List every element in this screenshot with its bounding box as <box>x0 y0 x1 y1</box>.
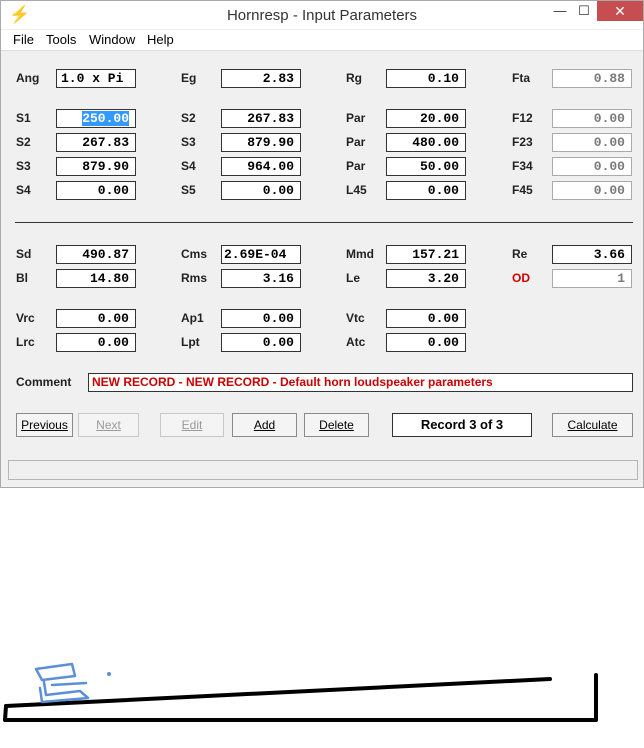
label-s2: S2 <box>181 111 196 125</box>
field-s4[interactable]: 964.00 <box>221 157 301 176</box>
label-re: Re <box>512 247 528 261</box>
label-par-3: Par <box>346 159 366 173</box>
field-s3-left[interactable]: 879.90 <box>56 157 136 176</box>
status-bar <box>8 460 638 480</box>
hand-drawn-sketch <box>0 488 644 748</box>
field-f12: 0.00 <box>552 109 632 128</box>
field-vrc[interactable]: 0.00 <box>56 309 136 328</box>
label-f34: F34 <box>512 159 533 173</box>
lightning-icon: ⚡ <box>9 5 31 24</box>
label-l45: L45 <box>346 183 367 197</box>
comment-field[interactable]: NEW RECORD - NEW RECORD - Default horn loudspeaker parameters <box>88 373 633 392</box>
field-mmd[interactable]: 157.21 <box>386 245 466 264</box>
section-divider <box>15 222 633 223</box>
field-vtc[interactable]: 0.00 <box>386 309 466 328</box>
field-cms[interactable]: 2.69E-04 <box>221 245 301 264</box>
field-s1-selected-text: 250.00 <box>82 111 129 126</box>
record-indicator: Record 3 of 3 <box>392 413 532 437</box>
minimize-button[interactable]: — <box>553 3 567 18</box>
sketch-blue-dot <box>107 672 111 676</box>
field-s4-left[interactable]: 0.00 <box>56 181 136 200</box>
label-par-2: Par <box>346 135 366 149</box>
label-comment: Comment <box>16 375 72 389</box>
field-s5[interactable]: 0.00 <box>221 181 301 200</box>
label-vrc: Vrc <box>16 311 35 325</box>
field-par-3[interactable]: 50.00 <box>386 157 466 176</box>
menu-file[interactable]: File <box>13 32 34 47</box>
field-rg[interactable]: 0.10 <box>386 69 466 88</box>
field-f23: 0.00 <box>552 133 632 152</box>
label-fta: Fta <box>512 71 530 85</box>
label-lpt: Lpt <box>181 335 200 349</box>
add-button[interactable]: Add <box>232 413 297 437</box>
menu-help[interactable]: Help <box>147 32 174 47</box>
field-od: 1 <box>552 269 632 288</box>
label-atc: Atc <box>346 335 366 349</box>
close-button[interactable]: ✕ <box>597 1 643 21</box>
field-s2[interactable]: 267.83 <box>221 109 301 128</box>
previous-button[interactable]: Previous <box>16 413 73 437</box>
label-s3-left: S3 <box>16 159 31 173</box>
label-par-1: Par <box>346 111 366 125</box>
label-s2-left: S2 <box>16 135 31 149</box>
field-atc[interactable]: 0.00 <box>386 333 466 352</box>
label-s3: S3 <box>181 135 196 149</box>
label-sd: Sd <box>16 247 32 261</box>
field-re[interactable]: 3.66 <box>552 245 632 264</box>
menu-bar <box>1 30 643 51</box>
label-s4: S4 <box>181 159 196 173</box>
edit-button[interactable]: Edit <box>160 413 224 437</box>
label-le: Le <box>346 271 361 285</box>
maximize-button[interactable]: ☐ <box>578 3 590 18</box>
calculate-button[interactable]: Calculate <box>552 413 633 437</box>
field-le[interactable]: 3.20 <box>386 269 466 288</box>
title-bar[interactable] <box>1 1 643 29</box>
field-fta: 0.88 <box>552 69 632 88</box>
label-f23: F23 <box>512 135 533 149</box>
label-ang: Ang <box>16 71 40 85</box>
field-rms[interactable]: 3.16 <box>221 269 301 288</box>
label-rg: Rg <box>346 71 362 85</box>
label-s1: S1 <box>16 111 31 125</box>
label-s4-left: S4 <box>16 183 31 197</box>
field-par-1[interactable]: 20.00 <box>386 109 466 128</box>
label-cms: Cms <box>181 247 208 261</box>
label-mmd: Mmd <box>346 247 374 261</box>
field-lpt[interactable]: 0.00 <box>221 333 301 352</box>
label-s5: S5 <box>181 183 196 197</box>
label-f45: F45 <box>512 183 533 197</box>
field-ap1[interactable]: 0.00 <box>221 309 301 328</box>
field-f45: 0.00 <box>552 181 632 200</box>
field-eg[interactable]: 2.83 <box>221 69 301 88</box>
delete-button[interactable]: Delete <box>304 413 369 437</box>
menu-tools[interactable]: Tools <box>46 32 77 47</box>
menu-window[interactable]: Window <box>89 32 136 47</box>
label-ap1: Ap1 <box>181 311 204 325</box>
field-f34: 0.00 <box>552 157 632 176</box>
field-bl[interactable]: 14.80 <box>56 269 136 288</box>
field-s3[interactable]: 879.90 <box>221 133 301 152</box>
field-s2-left[interactable]: 267.83 <box>56 133 136 152</box>
field-lrc[interactable]: 0.00 <box>56 333 136 352</box>
label-rms: Rms <box>181 271 208 285</box>
field-sd[interactable]: 490.87 <box>56 245 136 264</box>
field-l45[interactable]: 0.00 <box>386 181 466 200</box>
sketch-blue-stroke <box>52 683 86 685</box>
sketch-slope-line <box>6 679 550 706</box>
label-bl: Bl <box>16 271 28 285</box>
sketch-blue-shape <box>36 664 88 702</box>
field-par-2[interactable]: 480.00 <box>386 133 466 152</box>
window-title: Hornresp - Input Parameters <box>226 7 418 24</box>
label-eg: Eg <box>181 71 197 85</box>
field-ang[interactable]: 1.0 x Pi <box>56 69 136 88</box>
sketch-blue-top <box>36 664 75 680</box>
next-button[interactable]: Next <box>78 413 139 437</box>
field-s1[interactable] <box>56 109 136 128</box>
label-od[interactable]: OD <box>512 271 530 285</box>
label-lrc: Lrc <box>16 335 35 349</box>
label-f12: F12 <box>512 111 533 125</box>
label-vtc: Vtc <box>346 311 365 325</box>
